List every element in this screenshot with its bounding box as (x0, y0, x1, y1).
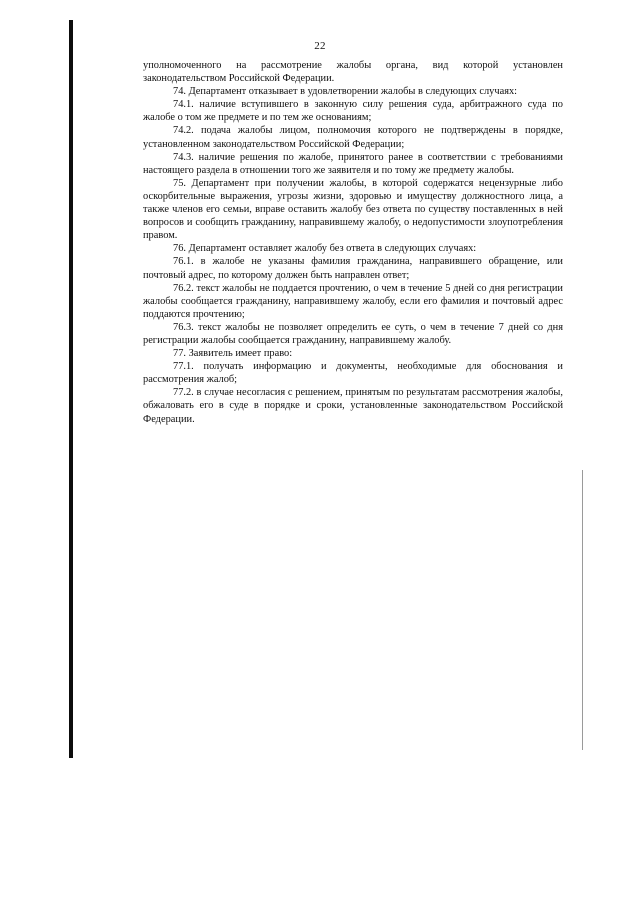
paragraph-74: 74. Департамент отказывает в удовлетворении жалобы в следующих случаях: (173, 86, 518, 98)
paragraph-75: 75. Департамент при получении жалобы, в которой содержатся нецензурные либо оскорбительные выражения, угрозы жизни, здоровью и имуществу должностного лица, а также членов его семьи, вправе оставить жалобу без ответа по существу поставленных в ней вопросов и сообщить гражданину, направившему жалобу, о недопустимости злоупотребления правом. (143, 177, 563, 242)
paragraph-74-3: 74.3. наличие решения по жалобе, принятого ранее в соответствии с требованиями настоящего раздела в отношении того же заявителя и по тому же предмету жалобы. (143, 151, 563, 176)
paragraph-76-2: 76.2. текст жалобы не поддается прочтению, о чем в течение 5 дней со дня регистрации жалобы сообщается гражданину, направившему жалобу, если его фамилия и почтовый адрес поддаются прочтению; (143, 282, 563, 320)
paragraph-74-2: 74.2. подача жалобы лицом, полномочия которого не подтверждены в порядке, установленном законодательством Российской Федерации; (143, 125, 563, 150)
paragraph-77: 77. Заявитель имеет право: (173, 348, 293, 360)
paragraph-76: 76. Департамент оставляет жалобу без ответа в следующих случаях: (173, 243, 477, 255)
scan-border-left (69, 20, 73, 758)
page-number: 22 (314, 40, 326, 52)
scan-border-right (582, 470, 583, 750)
paragraph-76-1: 76.1. в жалобе не указаны фамилия гражданина, направившего обращение, или почтовый адрес, по которому должен быть направлен ответ; (143, 256, 563, 281)
paragraph-continuation: уполномоченного на рассмотрение жалобы органа, вид которой установлен законодательством Российской Федерации. (143, 60, 563, 85)
document-body (143, 59, 563, 426)
paragraph-77-1: 77.1. получать информацию и документы, необходимые для обоснования и рассмотрения жалоб; (143, 361, 563, 386)
paragraph-76-3: 76.3. текст жалобы не позволяет определить ее суть, о чем в течение 7 дней со дня регистрации жалобы сообщается гражданину, направившему жалобу. (143, 321, 563, 346)
paragraph-74-1: 74.1. наличие вступившего в законную силу решения суда, арбитражного суда по жалобе о том же предмете и по тем же основаниям; (143, 99, 563, 124)
paragraph-77-2: 77.2. в случае несогласия с решением, принятым по результатам рассмотрения жалобы, обжаловать его в суде в порядке и сроки, установленные законодательством Российской Федерации. (143, 387, 563, 425)
